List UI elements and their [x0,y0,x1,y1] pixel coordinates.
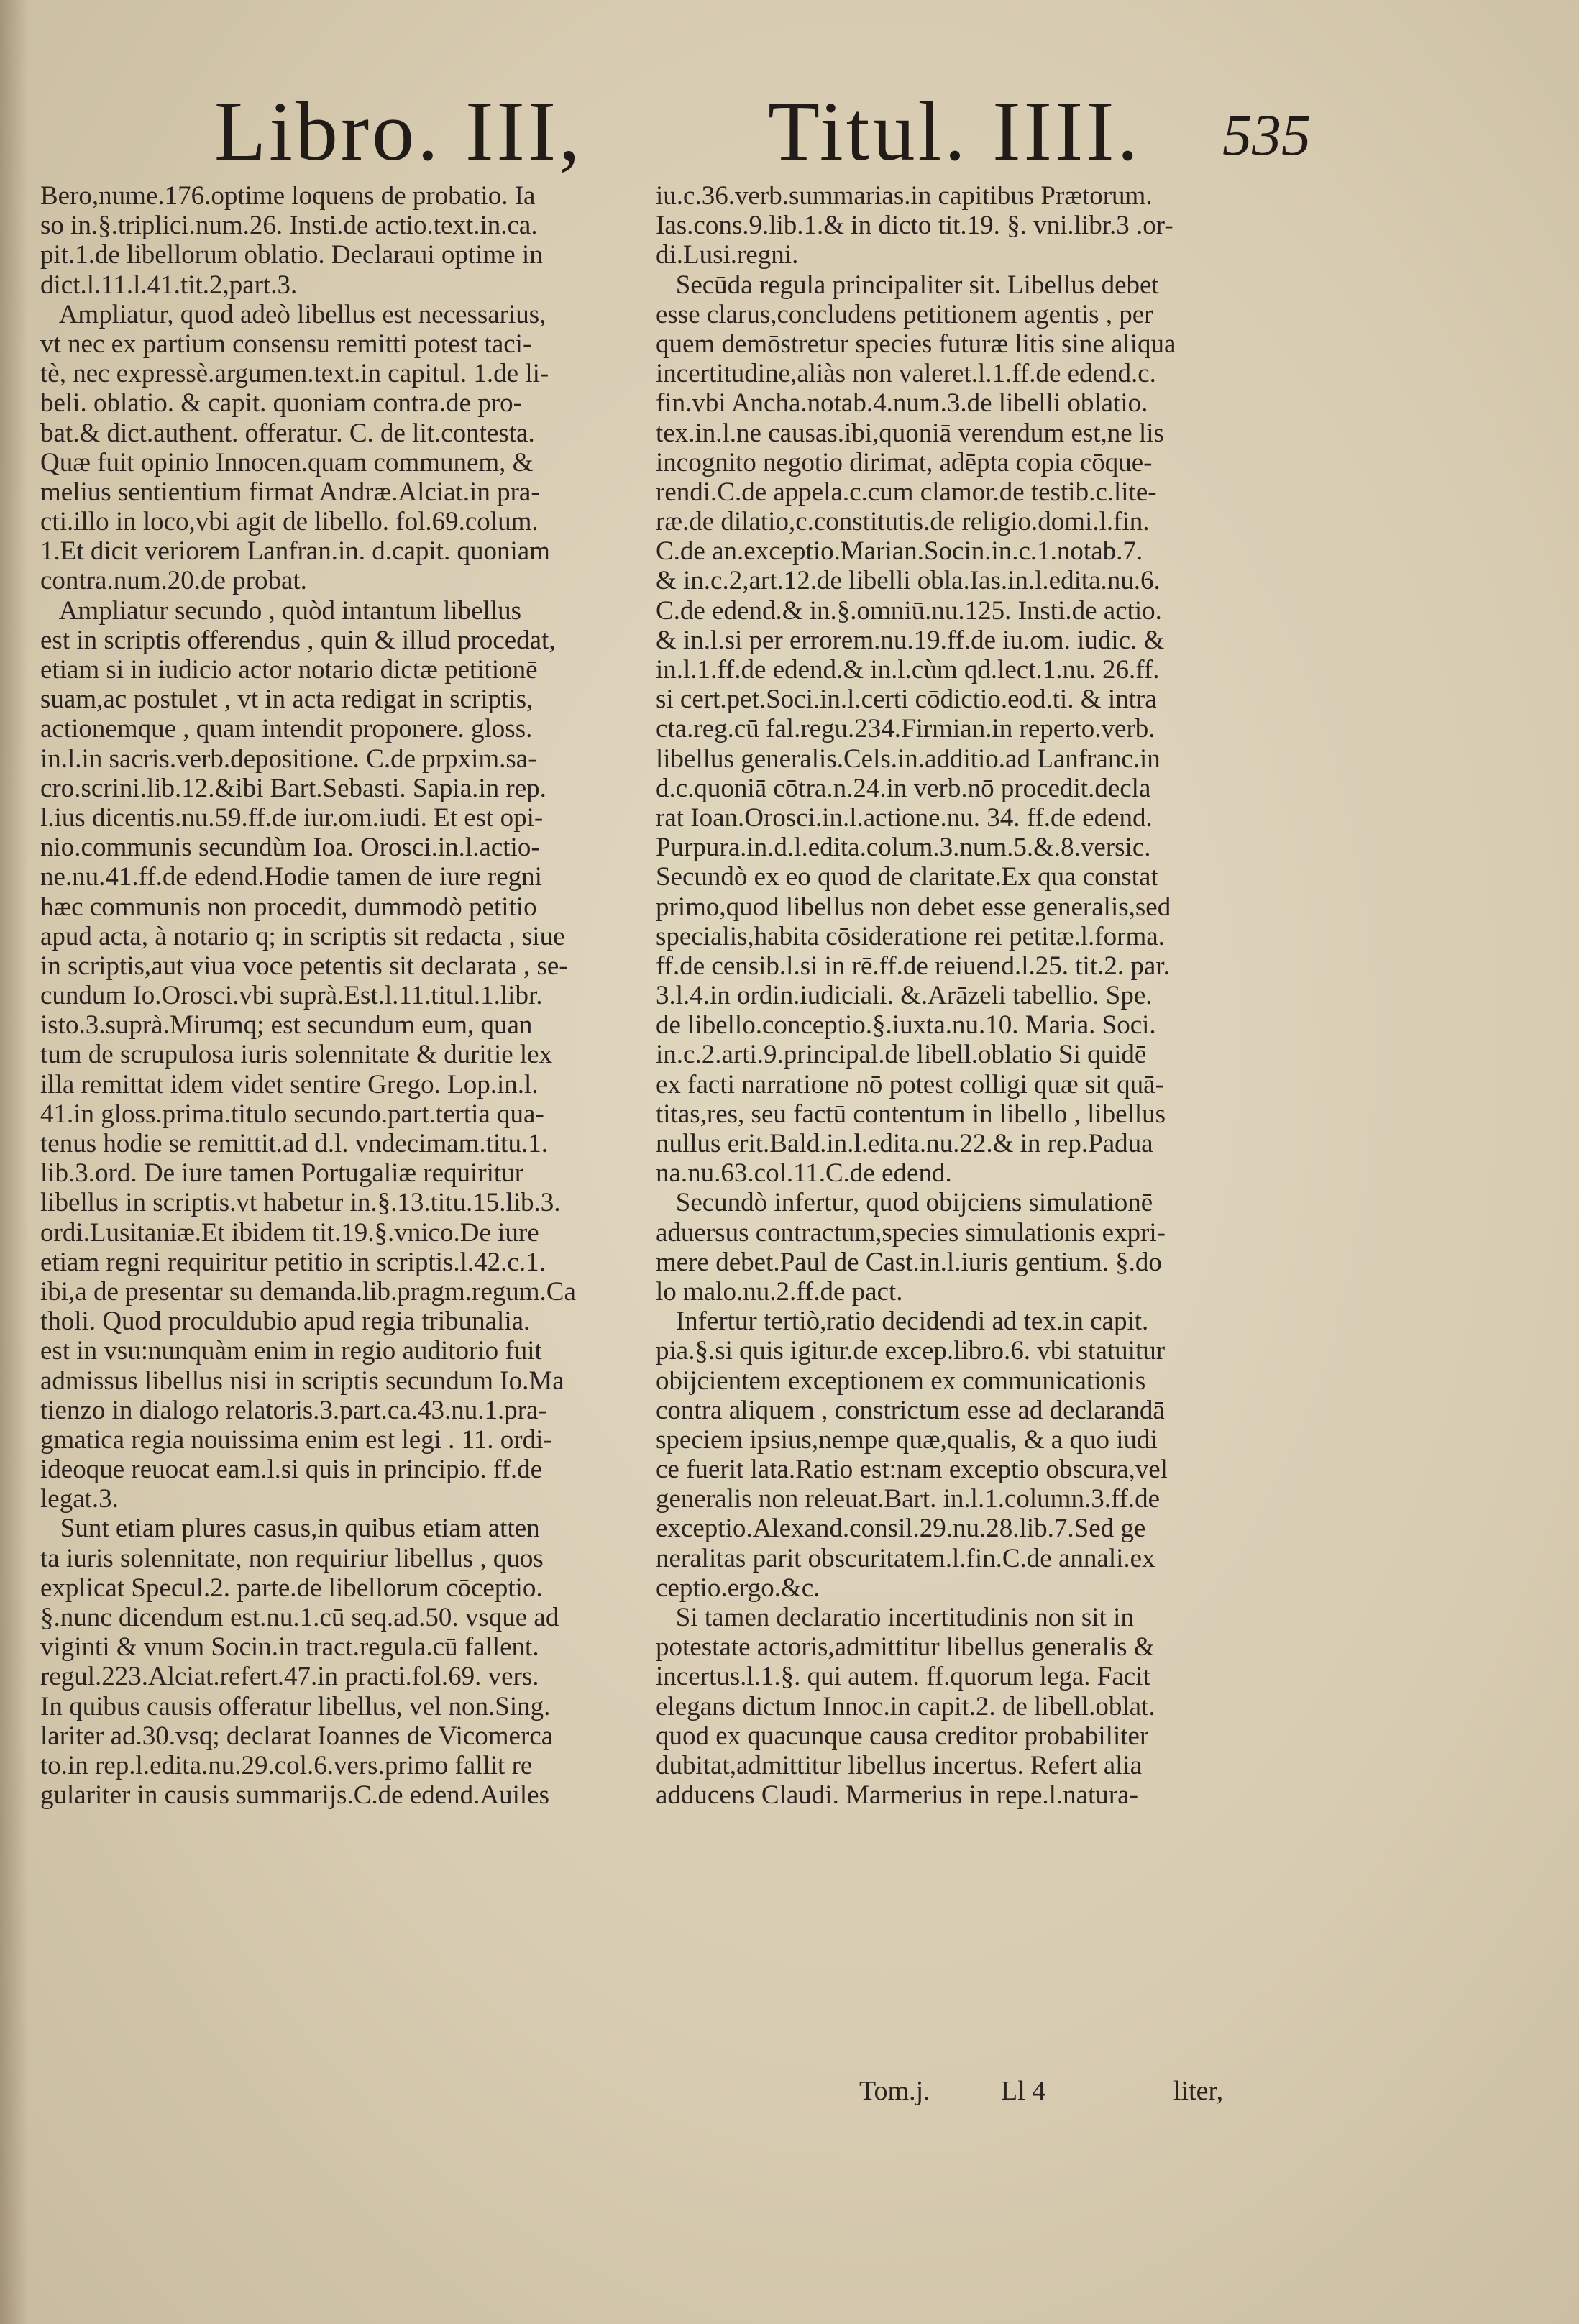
text-line: Purpura.in.d.l.edita.colum.3.num.5.&.8.versic. [656,833,1151,863]
text-line: nullus erit.Bald.in.l.edita.nu.22.& in rep.Padua [656,1129,1153,1158]
text-line: in.l.in sacris.verb.depositione. C.de prpxim.sa- [40,744,537,774]
text-line: regul.223.Alciat.refert.47.in practi.fol.69. vers. [40,1662,539,1692]
text-line: to.in rep.l.edita.nu.29.col.6.vers.primo fallit re [40,1750,533,1780]
text-line: libellus generalis.Cels.in.additio.ad Lanfranc.in [656,744,1161,774]
text-line: incognito negotio dirimat, adēpta copia cōque- [656,447,1153,477]
text-line: dict.l.11.l.41.tit.2,part.3. [40,270,298,300]
text-line: pia.§.si quis igitur.de excep.libro.6. vbi statuitur [656,1336,1166,1366]
text-line: incertitudine,aliàs non valeret.l.1.ff.de edend.c. [656,359,1156,389]
text-line: 41.in gloss.prima.titulo secundo.part.tertia qua- [40,1099,544,1129]
text-line: quod ex quacunque causa creditor probabiliter [656,1721,1149,1751]
text-line: libellus in scriptis.vt habetur in.§.13.titu.15.lib.3. [40,1188,561,1218]
text-line: de libello.conceptio.§.iuxta.nu.10. Maria. Soci. [656,1010,1156,1040]
text-line: Ias.cons.9.lib.1.& in dicto tit.19. §. vni.libr.3 .or- [656,211,1173,241]
text-line: quem demōstretur species futuræ litis sine aliqua [656,329,1176,359]
catchword: liter, [1173,2076,1224,2106]
text-line: Ampliatur, quod adeò libellus est necessarius, [40,299,546,329]
text-line: vt nec ex partium consensu remitti potest taci- [40,329,532,359]
text-line: & in.l.si per errorem.nu.19.ff.de iu.om. iudic. & [656,625,1165,655]
text-line: Secundò ex eo quod de claritate.Ex qua constat [656,862,1158,892]
text-line: melius sentientium firmat Andræ.Alciat.in pra- [40,477,540,507]
text-line: fin.vbi Ancha.notab.4.num.3.de libelli oblatio. [656,388,1148,418]
page-number: 535 [1222,102,1311,168]
text-line: incertus.l.1.§. qui autem. ff.quorum lega. Facit [656,1662,1150,1692]
text-line: Infertur tertiò,ratio decidendi ad tex.in capit. [656,1307,1149,1337]
text-line: apud acta, à notario q; in scriptis sit redacta , siue [40,921,565,951]
text-line: l.ius dicentis.nu.59.ff.de iur.om.iudi. Et est opi- [40,802,544,833]
text-line: dubitat,admittitur libellus incertus. Refert alia [656,1750,1143,1780]
text-line: suam,ac postulet , vt in acta redigat in scriptis, [40,685,534,715]
text-line: tex.in.l.ne causas.ibi,quoniā verendum est,ne lis [656,418,1164,448]
text-line: Quæ fuit opinio Innocen.quam communem, & [40,447,534,477]
text-line: neralitas parit obscuritatem.l.fin.C.de annali.ex [656,1543,1155,1573]
text-line: ex facti narratione nō potest colligi quæ sit quā- [656,1069,1164,1099]
text-line: obijcientem exceptionem ex communicationis [656,1365,1146,1396]
text-line: cta.reg.cū fal.regu.234.Firmian.in reperto.verb. [656,714,1155,744]
text-line: cundum Io.Orosci.vbi suprà.Est.l.11.titul.1.libr. [40,981,543,1011]
text-line: lib.3.ord. De iure tamen Portugaliæ requiritur [40,1158,524,1189]
right-column [656,181,1296,1810]
text-line: explicat Specul.2. parte.de libellorum cōceptio. [40,1573,543,1603]
text-line: rendi.C.de appela.c.cum clamor.de testib.c.lite- [656,477,1157,507]
text-line: gulariter in causis summarijs.C.de edend.Auiles [40,1780,549,1811]
text-line: Bero,nume.176.optime loquens de probatio. Ia [40,181,536,211]
text-line: ff.de censib.l.si in rē.ff.de reiuend.l.25. tit.2. par. [656,951,1170,981]
text-line: titas,res, seu factū contentum in libello , libellus [656,1099,1166,1129]
text-line: 1.Et dicit veriorem Lanfran.in. d.capit. quoniam [40,536,550,567]
signature-mark: Tom.j. [859,2076,930,2106]
text-line: etiam regni requiritur petitio in scriptis.l.42.c.1. [40,1247,546,1277]
text-line: cro.scrini.lib.12.&ibi Bart.Sebasti. Sapia.in rep. [40,773,546,803]
text-line: cti.illo in loco,vbi agit de libello. fol.69.colum. [40,507,539,537]
text-line: rat Ioan.Orosci.in.l.actione.nu. 34. ff.de edend. [656,802,1153,833]
text-line: elegans dictum Innoc.in capit.2. de libell.oblat. [656,1691,1155,1721]
text-line: contra.num.20.de probat. [40,566,307,596]
text-line: hæc communis non procedit, dummodò petitio [40,892,537,922]
text-line: aduersus contractum,species simulationis expri- [656,1217,1166,1248]
text-line: ta iuris solennitate, non requiriur libellus , quos [40,1543,544,1573]
text-line: potestate actoris,admittitur libellus generalis & [656,1632,1155,1662]
text-line: nio.communis secundùm Ioa. Orosci.in.l.actio- [40,833,540,863]
binding-shadow [0,0,29,2324]
text-line: Secūda regula principaliter sit. Libellus debet [656,270,1159,300]
running-header [0,76,1579,183]
text-line: Ampliatur secundo , quòd intantum libellus [40,595,522,626]
text-line: na.nu.63.col.11.C.de edend. [656,1158,952,1189]
text-line: ne.nu.41.ff.de edend.Hodie tamen de iure regni [40,862,542,892]
text-line: C.de edend.& in.§.omniū.nu.125. Insti.de actio. [656,595,1162,626]
text-line: bat.& dict.authent. offeratur. C. de lit.contesta. [40,418,535,448]
text-line: pit.1.de libellorum oblatio. Declaraui optime in [40,240,543,270]
text-line: est in vsu:nunquàm enim in regio auditorio fuit [40,1336,542,1366]
text-line: beli. oblatio. & capit. quoniam contra.de pro- [40,388,522,418]
text-line: tienzo in dialogo relatoris.3.part.ca.43.nu.1.pra- [40,1395,547,1425]
text-line: tholi. Quod proculdubio apud regia tribunalia. [40,1307,531,1337]
text-line: ceptio.ergo.&c. [656,1573,820,1603]
text-line: viginti & vnum Socin.in tract.regula.cū fallent. [40,1632,539,1662]
text-line: adducens Claudi. Marmerius in repe.l.natura- [656,1780,1138,1811]
text-line: si cert.pet.Soci.in.l.certi cōdictio.eod.ti. & intra [656,685,1157,715]
text-line: in.l.1.ff.de edend.& in.l.cùm qd.lect.1.nu. 26.ff. [656,655,1160,685]
text-line: admissus libellus nisi in scriptis secundum Io.Ma [40,1365,564,1396]
text-line: ræ.de dilatio,c.constitutis.de religio.domi.l.fin. [656,507,1150,537]
text-line: so in.§.triplici.num.26. Insti.de actio.text.in.ca. [40,211,538,241]
text-line: & in.c.2,art.12.de libelli obla.Ias.in.l.edita.nu.6. [656,566,1161,596]
text-line: Si tamen declaratio incertitudinis non sit in [656,1603,1134,1632]
text-line: actionemque , quam intendit proponere. gloss. [40,714,533,744]
text-line: tè, nec expressè.argumen.text.in capitul. 1.de li- [40,359,549,389]
text-line: specialis,habita cōsideratione rei petitæ.l.forma. [656,921,1165,951]
text-line: di.Lusi.regni. [656,240,799,270]
text-line: lariter ad.30.vsq; declarat Ioannes de Vicomerca [40,1721,554,1751]
text-line: Sunt etiam plures casus,in quibus etiam atten [40,1514,540,1544]
text-line: illa remittat idem videt sentire Grego. Lop.in.l. [40,1069,539,1099]
text-line: in scriptis,aut viua voce petentis sit declarata , se- [40,951,568,981]
text-line: exceptio.Alexand.consil.29.nu.28.lib.7.Sed ge [656,1514,1146,1544]
header-book: Libro. III, [214,84,583,178]
text-line: tenus hodie se remittit.ad d.l. vndecimam.titu.1. [40,1129,548,1158]
text-line: ce fuerit lata.Ratio est:nam exceptio obscura,vel [656,1455,1168,1485]
text-line: ordi.Lusitaniæ.Et ibidem tit.19.§.vnico.De iure [40,1217,539,1248]
header-title: Titul. IIII. [768,84,1141,178]
text-line: speciem ipsius,nempe quæ,qualis, & a quo iudi [656,1424,1158,1455]
text-line: gmatica regia nouissima enim est legi . 11. ordi- [40,1424,552,1455]
text-line: C.de an.exceptio.Marian.Socin.in.c.1.notab.7. [656,536,1143,567]
text-line: In quibus causis offeratur libellus, vel non.Sing. [40,1691,551,1721]
text-line: mere debet.Paul de Cast.in.l.iuris gentium. §.do [656,1247,1162,1277]
text-line: in.c.2.arti.9.principal.de libell.oblatio Si quidē [656,1040,1147,1070]
text-line: iu.c.36.verb.summarias.in capitibus Prætorum. [656,181,1153,211]
text-line: tum de scrupulosa iuris solennitate & duritie lex [40,1040,553,1070]
text-line: generalis non releuat.Bart. in.l.1.column.3.ff.de [656,1484,1161,1514]
text-line: legat.3. [40,1484,119,1514]
left-column [40,181,630,1810]
text-line: Secundò infertur, quod obijciens simulationē [656,1188,1153,1218]
text-line: lo malo.nu.2.ff.de pact. [656,1276,903,1307]
text-line: ibi,a de presentar su demanda.lib.pragm.regum.Ca [40,1276,576,1307]
text-line: ideoque reuocat eam.l.si quis in principio. ff.de [40,1455,543,1485]
text-line: isto.3.suprà.Mirumq; est secundum eum, quan [40,1010,533,1040]
text-line: primo,quod libellus non debet esse generalis,sed [656,892,1171,922]
text-line: contra aliquem , constrictum esse ad declarandā [656,1395,1165,1425]
text-line: esse clarus,concludens petitionem agentis , per [656,299,1153,329]
text-line: 3.l.4.in ordin.iudiciali. &.Arāzeli tabellio. Spe. [656,981,1153,1011]
text-line: §.nunc dicendum est.nu.1.cū seq.ad.50. vsque ad [40,1603,559,1632]
text-line: est in scriptis offerendus , quin & illud procedat, [40,625,556,655]
gathering-mark: Ll 4 [1001,2076,1046,2106]
text-line: d.c.quoniā cōtra.n.24.in verb.nō procedit.decla [656,773,1151,803]
text-line: etiam si in iudicio actor notario dictæ petitionē [40,655,538,685]
page-footer [0,2075,1579,2118]
